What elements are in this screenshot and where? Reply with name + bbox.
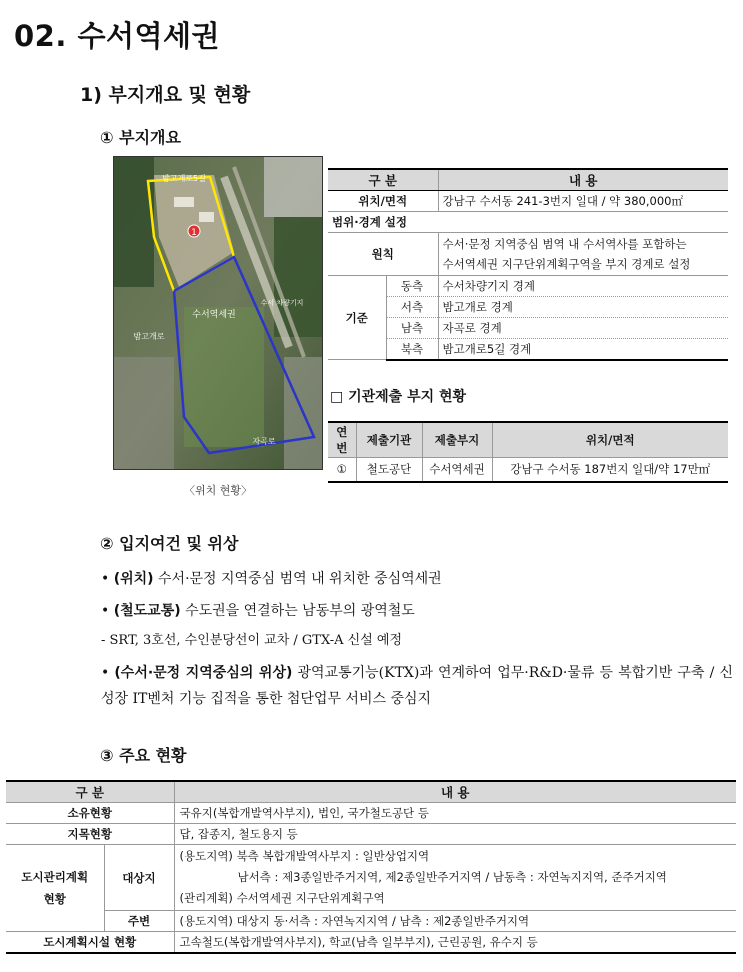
principle-label: 원칙 bbox=[328, 233, 438, 276]
map-label-north-road: 밤고개로5길 bbox=[162, 174, 206, 183]
direction-value: 밤고개로 경계 bbox=[438, 297, 728, 318]
subheading-main-status: ③ 주요 현황 bbox=[100, 746, 187, 765]
site-overview-table bbox=[328, 168, 728, 361]
facility-value: 고속철도(복합개발역사부지), 학교(남측 일부부지), 근린공원, 유수지 등 bbox=[174, 932, 736, 953]
target-value bbox=[174, 845, 736, 911]
bullet-text: 광역교통기능(KTX)과 연계하여 업무·R&D·물류 등 복합기반 구축 / 신성장 IT벤처 기능 집적을 통한 첨단업무 서비스 중심지 bbox=[101, 665, 733, 707]
direction-value: 자곡로 경계 bbox=[438, 318, 728, 339]
table-cell: 수서역세권 bbox=[422, 458, 492, 482]
location-label: 위치/면적 bbox=[328, 191, 438, 212]
map-label-station: 수서 차량기지 bbox=[260, 299, 304, 307]
table-header: 내 용 bbox=[174, 781, 736, 803]
table-header: 위치/면적 bbox=[492, 422, 728, 458]
submitted-site-heading: □ 기관제출 부지 현황 bbox=[330, 389, 467, 405]
urban-plan-label bbox=[6, 845, 104, 932]
main-status-table bbox=[6, 780, 736, 954]
subheading-location-status: ② 입지여건 및 위상 bbox=[100, 534, 239, 553]
surround-value: (용도지역) 대상지 동·서측 : 자연녹지지역 / 남측 : 제2종일반주거지역 bbox=[174, 911, 736, 932]
rail-detail: - SRT, 3호선, 수인분당선이 교차 / GTX-A 신설 예정 bbox=[101, 633, 403, 648]
table-header: 구 분 bbox=[328, 169, 438, 191]
standard-label: 기준 bbox=[328, 276, 386, 360]
urban-plan-label-line: 현황 bbox=[43, 892, 66, 906]
map-label-west-road: 밤고개로 bbox=[133, 332, 165, 341]
target-label: 대상지 bbox=[104, 845, 174, 911]
surround-label: 주변 bbox=[104, 911, 174, 932]
direction-cell: 남측 bbox=[386, 318, 438, 339]
bullet-text: 수서·문정 지역중심 범역 내 위치한 중심역세권 bbox=[153, 571, 442, 587]
land-value: 답, 잡종지, 철도용지 등 bbox=[174, 824, 736, 845]
map-label-district: 수서역세권 bbox=[192, 310, 236, 320]
map-label-south-road: 자곡로 bbox=[252, 437, 276, 446]
subheading-site-overview: ① 부지개요 bbox=[100, 128, 181, 147]
bullet-text: 수도권을 연결하는 남동부의 광역철도 bbox=[180, 603, 415, 619]
target-line: (관리계획) 수서역세권 지구단위계획구역 bbox=[179, 891, 385, 905]
table-header: 내 용 bbox=[438, 169, 728, 191]
target-line: 남서측 : 제3종일반주거지역, 제2종일반주거지역 / 남동측 : 자연녹지지역, 준주거지역 bbox=[237, 870, 667, 884]
land-label: 지목현황 bbox=[6, 824, 174, 845]
facility-label: 도시계획시설 현황 bbox=[6, 932, 174, 953]
target-line: (용도지역) 북측 복합개발역사부지 : 일반상업지역 bbox=[179, 849, 430, 863]
aerial-map-image bbox=[114, 157, 323, 470]
direction-value: 수서차량기지 경계 bbox=[438, 276, 728, 297]
bullet-status: • (수서·문정 지역중심의 위상) 광역교통기능(KTX)과 연계하여 업무·R&D·물류 등 복합기반 구축 / 신성장 IT벤처 기능 집적을 통한 첨단업무 서비스 중심지 bbox=[101, 665, 733, 707]
submitted-site-table bbox=[328, 421, 728, 483]
table-header: 제출기관 bbox=[356, 422, 422, 458]
direction-value: 밤고개로5길 경계 bbox=[438, 339, 728, 360]
ownership-value: 국유지(복합개발역사부지), 법인, 국가철도공단 등 bbox=[174, 803, 736, 824]
ownership-label: 소유현황 bbox=[6, 803, 174, 824]
table-cell: 강남구 수서동 187번지 일대/약 17만㎡ bbox=[492, 458, 728, 482]
principle-line: 수서·문정 지역중심 범역 내 수서역사를 포함하는 bbox=[442, 237, 687, 251]
table-header: 제출부지 bbox=[422, 422, 492, 458]
table-cell: 철도공단 bbox=[356, 458, 422, 482]
principle-line: 수서역세권 지구단위계획구역을 부지 경계로 설정 bbox=[442, 257, 691, 271]
bullet-bold: (수서·문정 지역중심의 위상) bbox=[114, 665, 293, 681]
bullet-bold: (위치) bbox=[113, 571, 154, 587]
location-value: 강남구 수서동 241-3번지 일대 / 약 380,000㎡ bbox=[438, 191, 728, 212]
table-cell: ① bbox=[328, 458, 356, 482]
map-caption: 〈위치 현황〉 bbox=[183, 484, 252, 497]
aerial-map bbox=[113, 156, 323, 470]
bullet-location: • (위치) 수서·문정 지역중심 범역 내 위치한 중심역세권 bbox=[101, 571, 442, 587]
urban-plan-label-line: 도시관리계획 bbox=[21, 870, 89, 884]
section-heading-overview: 1) 부지개요 및 현황 bbox=[80, 84, 251, 106]
direction-cell: 서측 bbox=[386, 297, 438, 318]
range-label: 범위·경계 설정 bbox=[328, 212, 728, 233]
direction-cell: 북측 bbox=[386, 339, 438, 360]
page-title: 02. 수서역세권 bbox=[14, 19, 221, 53]
bullet-rail: • (철도교통) 수도권을 연결하는 남동부의 광역철도 bbox=[101, 603, 415, 619]
bullet-bold: (철도교통) bbox=[113, 603, 181, 619]
map-marker-label: 1 bbox=[191, 228, 197, 238]
table-header: 구 분 bbox=[6, 781, 174, 803]
direction-cell: 동측 bbox=[386, 276, 438, 297]
table-header: 연번 bbox=[328, 422, 356, 458]
principle-value bbox=[438, 233, 728, 276]
